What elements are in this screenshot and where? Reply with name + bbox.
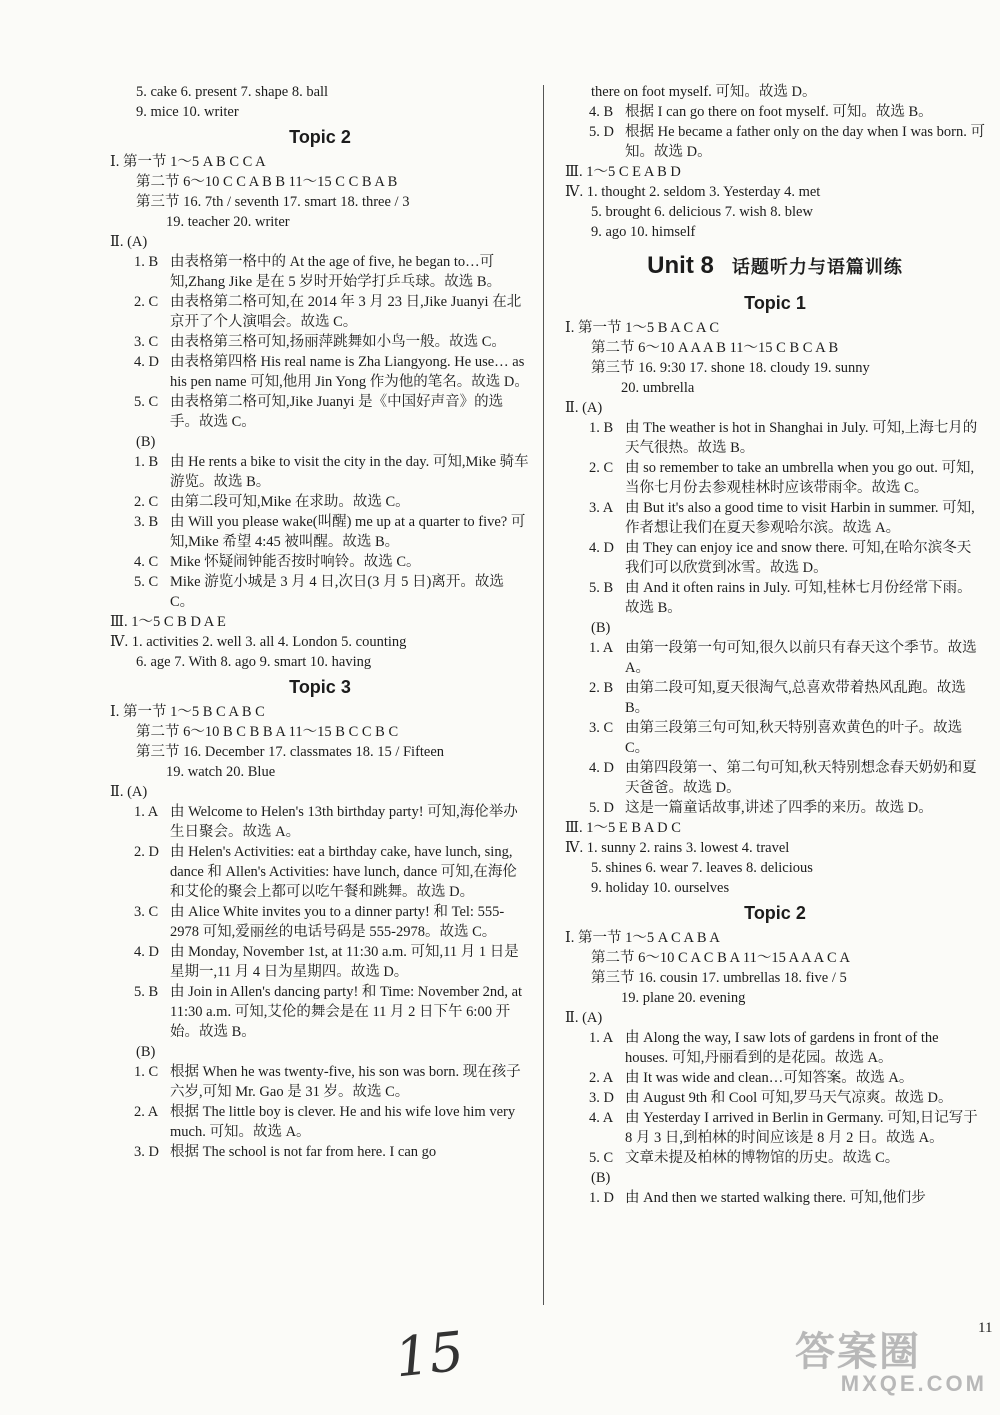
answer-line: 19. watch 20. Blue	[166, 764, 276, 780]
answer-line: Ⅰ. 第一节 1～5 A C A B A	[565, 930, 720, 946]
explanation-text: 由 Yesterday I arrived in Berlin in Germany. 可知,日记写于 8 月 3 日,到柏林的时间应该是 8 月 2 日。故选 A。	[625, 1110, 978, 1146]
answer-line: (B)	[136, 434, 156, 450]
topic-heading: Topic 2	[289, 127, 351, 147]
right-column	[565, 82, 985, 1208]
answer-explanation	[110, 452, 530, 492]
explanation-text: 由 It was wide and clean…可知答案。故选 A。	[625, 1070, 914, 1086]
explanation-text: 由表格第一格中的 At the age of five, he began to…可知,Zhang Jike 是在 5 岁时开始学打乒乓球。故选 B。	[170, 254, 502, 290]
question-answer: 1. A	[134, 804, 159, 820]
answer-line: Ⅱ. (A)	[110, 784, 148, 800]
question-answer: 1. A	[589, 640, 614, 656]
answer-line: there on foot myself. 可知。故选 D。	[591, 84, 817, 100]
left-column	[110, 82, 530, 1162]
explanation-text: 由表格第三格可知,扬丽萍跳舞如小鸟一般。故选 C。	[170, 334, 506, 350]
answer-line: Ⅲ. 1～5 C E A B D	[565, 164, 681, 180]
page-number: 11	[978, 1320, 993, 1336]
answer-explanation	[110, 492, 530, 512]
answer-explanation	[110, 332, 530, 352]
explanation-text: 文章未提及柏林的博物馆的历史。故选 C。	[625, 1150, 900, 1166]
explanation-text: 由 And it often rains in July. 可知,桂林七月份经常下雨。故选 B。	[625, 580, 972, 616]
topic-heading: Topic 3	[289, 677, 351, 697]
question-answer: 4. D	[589, 760, 614, 776]
answer-explanation	[110, 552, 530, 572]
answer-line: Ⅳ. 1. activities 2. well 3. all 4. London 5. counting	[110, 634, 407, 650]
answer-explanation	[110, 902, 530, 942]
answer-line: 第三节 16. 7th / seventh 17. smart 18. three / 3	[136, 194, 410, 210]
explanation-text: 由 Join in Allen's dancing party! 和 Time: November 2nd, at 11:30 a.m. 可知,艾伦的舞会是在 11 月 2 日下午 6:00 开始。故选 B。	[170, 984, 523, 1040]
unit-number: Unit 8	[647, 252, 714, 279]
answer-line: 第二节 6～10 B C B B A 11～15 B C C B C	[136, 724, 399, 740]
explanation-text: 由 But it's also a good time to visit Harbin in summer. 可知,作者想让我们在夏天参观哈尔滨。故选 A。	[625, 500, 975, 536]
question-answer: 2. C	[589, 460, 614, 476]
answer-line: 9. ago 10. himself	[591, 224, 696, 240]
explanation-text: 由第一段第一句可知,很久以前只有春天这个季节。故选 A。	[625, 640, 977, 676]
explanation-text: 由 Helen's Activities: eat a birthday cake, have lunch, sing, dance 和 Allen's Activities: have lunch, dance 可知,在海伦和艾伦的聚会上都可以吃午餐和跳舞。故选 D。	[170, 844, 517, 900]
unit-title: 话题听力与语篇训练	[731, 257, 903, 278]
explanation-text: 由 They can enjoy ice and snow there. 可知,在哈尔滨冬天我们可以欣赏到冰雪。故选 D。	[625, 540, 972, 576]
answer-explanation	[110, 512, 530, 552]
answer-line: Ⅳ. 1. sunny 2. rains 3. lowest 4. travel	[565, 840, 790, 856]
answer-explanation	[565, 718, 985, 758]
explanation-text: 由第三段第三句可知,秋天特别喜欢黄色的叶子。故选 C。	[625, 720, 963, 756]
explanation-text: 由 Will you please wake(叫醒) me up at a quarter to five? 可知,Mike 希望 4:45 被叫醒。故选 B。	[170, 514, 526, 550]
answer-line: Ⅱ. (A)	[565, 400, 603, 416]
answer-explanation	[565, 758, 985, 798]
answer-line: Ⅱ. (A)	[110, 234, 148, 250]
explanation-text: 根据 The little boy is clever. He and his wife love him very much. 可知。故选 A。	[170, 1104, 516, 1140]
explanation-text: 由表格第二格可知,Jike Juanyi 是《中国好声音》的选手。故选 C。	[170, 394, 504, 430]
answer-line: (B)	[591, 1170, 611, 1186]
answer-line: 第三节 16. cousin 17. umbrellas 18. five / 5	[591, 970, 847, 986]
explanation-text: 由 He rents a bike to visit the city in the day. 可知,Mike 骑车游览。故选 B。	[170, 454, 529, 490]
answer-line: Ⅲ. 1～5 E B A D C	[565, 820, 681, 836]
answer-explanation	[565, 458, 985, 498]
explanation-text: 由表格第四格 His real name is Zha Liangyong. He use… as his pen name 可知,他用 Jin Yong 作为他的笔名。故选 D。	[170, 354, 529, 390]
explanation-text: 由表格第二格可知,在 2014 年 3 月 23 日,Jike Juanyi 在北京开了个人演唱会。故选 C。	[170, 294, 522, 330]
question-answer: 1. D	[589, 1190, 614, 1206]
answer-explanation	[110, 1062, 530, 1102]
answer-explanation	[565, 1068, 985, 1088]
explanation-text: 由 The weather is hot in Shanghai in July. 可知,上海七月的天气很热。故选 B。	[625, 420, 978, 456]
answer-line: (B)	[591, 620, 611, 636]
answer-line: 19. teacher 20. writer	[166, 214, 290, 230]
answer-line: 5. cake 6. present 7. shape 8. ball	[136, 84, 329, 100]
question-answer: 4. B	[589, 104, 614, 120]
answer-explanation	[110, 352, 530, 392]
answer-explanation	[565, 578, 985, 618]
explanation-text: Mike 怀疑闹钟能否按时响铃。故选 C。	[170, 554, 421, 570]
explanation-text: 由 so remember to take an umbrella when you go out. 可知,当你七月份去参观桂林时应该带雨伞。故选 C。	[625, 460, 975, 496]
answer-explanation	[565, 678, 985, 718]
answer-line: Ⅲ. 1～5 C B D A E	[110, 614, 226, 630]
answer-explanation	[565, 1028, 985, 1068]
explanation-text: 根据 The school is not far from here. I can go	[170, 1144, 437, 1160]
answer-explanation	[565, 418, 985, 458]
answer-explanation	[565, 798, 985, 818]
answer-line: Ⅰ. 第一节 1～5 A B C C A	[110, 154, 266, 170]
question-answer: 5. C	[134, 574, 159, 590]
question-answer: 4. C	[134, 554, 159, 570]
question-answer: 2. B	[589, 680, 614, 696]
answer-explanation	[565, 638, 985, 678]
answer-explanation	[565, 1188, 985, 1208]
answer-line: Ⅰ. 第一节 1～5 B C A B C	[110, 704, 265, 720]
answer-line: 第三节 16. 9:30 17. shone 18. cloudy 19. sunny	[591, 360, 870, 376]
unit-heading	[565, 252, 985, 279]
question-answer: 5. C	[134, 394, 159, 410]
question-answer: 4. D	[589, 540, 614, 556]
explanation-text: 根据 I can go there on foot myself. 可知。故选 B。	[625, 104, 933, 120]
explanation-text: 由 August 9th 和 Cool 可知,罗马天气凉爽。故选 D。	[625, 1090, 953, 1106]
watermark-en: MXQE.COM	[840, 1371, 987, 1396]
answer-explanation	[110, 802, 530, 842]
answer-line: Ⅱ. (A)	[565, 1010, 603, 1026]
explanation-text: 根据 He became a father only on the day when I was born. 可知。故选 D。	[625, 124, 985, 160]
answer-line: Ⅳ. 1. thought 2. seldom 3. Yesterday 4. met	[565, 184, 821, 200]
question-answer: 1. B	[134, 454, 159, 470]
answer-explanation	[110, 982, 530, 1042]
handwritten-mark: 15	[391, 1319, 467, 1390]
question-answer: 3. D	[134, 1144, 159, 1160]
answer-line: 5. brought 6. delicious 7. wish 8. blew	[591, 204, 813, 220]
question-answer: 2. C	[134, 494, 159, 510]
watermark-cn: 答案圈	[795, 1329, 921, 1375]
answer-line: 第二节 6～10 A A A B 11～15 C B C A B	[591, 340, 839, 356]
explanation-text: 由 Monday, November 1st, at 11:30 a.m. 可知,11 月 1 日是星期一,11 月 4 日为星期四。故选 D。	[170, 944, 519, 980]
question-answer: 2. A	[134, 1104, 159, 1120]
answer-explanation	[565, 122, 985, 162]
explanation-text: 由第四段第一、第二句可知,秋天特别想念春天奶奶和夏天爸爸。故选 D。	[625, 760, 977, 796]
question-answer: 4. A	[589, 1110, 614, 1126]
answer-explanation	[565, 1148, 985, 1168]
column-divider	[543, 85, 544, 1305]
watermark-logo	[795, 1330, 995, 1410]
answer-explanation	[565, 102, 985, 122]
answer-line: 5. shines 6. wear 7. leaves 8. delicious	[591, 860, 813, 876]
question-answer: 4. D	[134, 944, 159, 960]
question-answer: 5. C	[589, 1150, 614, 1166]
explanation-text: 由 And then we started walking there. 可知,他们步	[625, 1190, 926, 1206]
answer-line: 第二节 6～10 C C A B B 11～15 C C B A B	[136, 174, 398, 190]
answer-line: 19. plane 20. evening	[621, 990, 746, 1006]
answer-explanation	[110, 1142, 530, 1162]
question-answer: 3. D	[589, 1090, 614, 1106]
question-answer: 5. D	[589, 124, 614, 140]
explanation-text: Mike 游览小城是 3 月 4 日,次日(3 月 5 日)离开。故选 C。	[170, 574, 504, 610]
answer-line: 9. mice 10. writer	[136, 104, 239, 120]
explanation-text: 这是一篇童话故事,讲述了四季的来历。故选 D。	[625, 800, 933, 816]
question-answer: 2. A	[589, 1070, 614, 1086]
explanation-text: 由第二段可知,夏天很淘气,总喜欢带着热风乱跑。故选 B。	[625, 680, 966, 716]
question-answer: 1. B	[589, 420, 614, 436]
question-answer: 2. D	[134, 844, 159, 860]
answer-explanation	[110, 292, 530, 332]
explanation-text: 根据 When he was twenty-five, his son was born. 现在孩子六岁,可知 Mr. Gao 是 31 岁。故选 C。	[170, 1064, 521, 1100]
answer-line: (B)	[136, 1044, 156, 1060]
question-answer: 1. B	[134, 254, 159, 270]
answer-explanation	[565, 1108, 985, 1148]
explanation-text: 由 Alice White invites you to a dinner party! 和 Tel: 555-2978 可知,爱丽丝的电话号码是 555-2978。故选 C。	[170, 904, 505, 940]
answer-line: Ⅰ. 第一节 1～5 B A C A C	[565, 320, 719, 336]
explanation-text: 由 Welcome to Helen's 13th birthday party! 可知,海伦举办生日聚会。故选 A。	[170, 804, 518, 840]
answer-line: 6. age 7. With 8. ago 9. smart 10. having	[136, 654, 372, 670]
question-answer: 1. A	[589, 1030, 614, 1046]
answer-explanation	[110, 392, 530, 432]
answer-explanation	[110, 252, 530, 292]
answer-explanation	[565, 538, 985, 578]
question-answer: 3. A	[589, 500, 614, 516]
answer-explanation	[565, 498, 985, 538]
answer-line: 9. holiday 10. ourselves	[591, 880, 730, 896]
topic-heading: Topic 1	[744, 293, 806, 313]
answer-line: 第三节 16. December 17. classmates 18. 15 / Fifteen	[136, 744, 445, 760]
answer-explanation	[110, 842, 530, 902]
answer-line: 20. umbrella	[621, 380, 695, 396]
question-answer: 3. B	[134, 514, 159, 530]
question-answer: 5. B	[589, 580, 614, 596]
question-answer: 3. C	[134, 904, 159, 920]
answer-explanation	[565, 1088, 985, 1108]
question-answer: 5. B	[134, 984, 159, 1000]
question-answer: 3. C	[134, 334, 159, 350]
question-answer: 4. D	[134, 354, 159, 370]
explanation-text: 由第二段可知,Mike 在求助。故选 C。	[170, 494, 410, 510]
question-answer: 1. C	[134, 1064, 159, 1080]
answer-line: 第二节 6～10 C A C B A 11～15 A A A C A	[591, 950, 850, 966]
question-answer: 2. C	[134, 294, 159, 310]
explanation-text: 由 Along the way, I saw lots of gardens in front of the houses. 可知,丹丽看到的是花园。故选 A。	[625, 1030, 939, 1066]
question-answer: 5. D	[589, 800, 614, 816]
question-answer: 3. C	[589, 720, 614, 736]
answer-explanation	[110, 942, 530, 982]
answer-explanation	[110, 1102, 530, 1142]
answer-explanation	[110, 572, 530, 612]
topic-heading: Topic 2	[744, 903, 806, 923]
